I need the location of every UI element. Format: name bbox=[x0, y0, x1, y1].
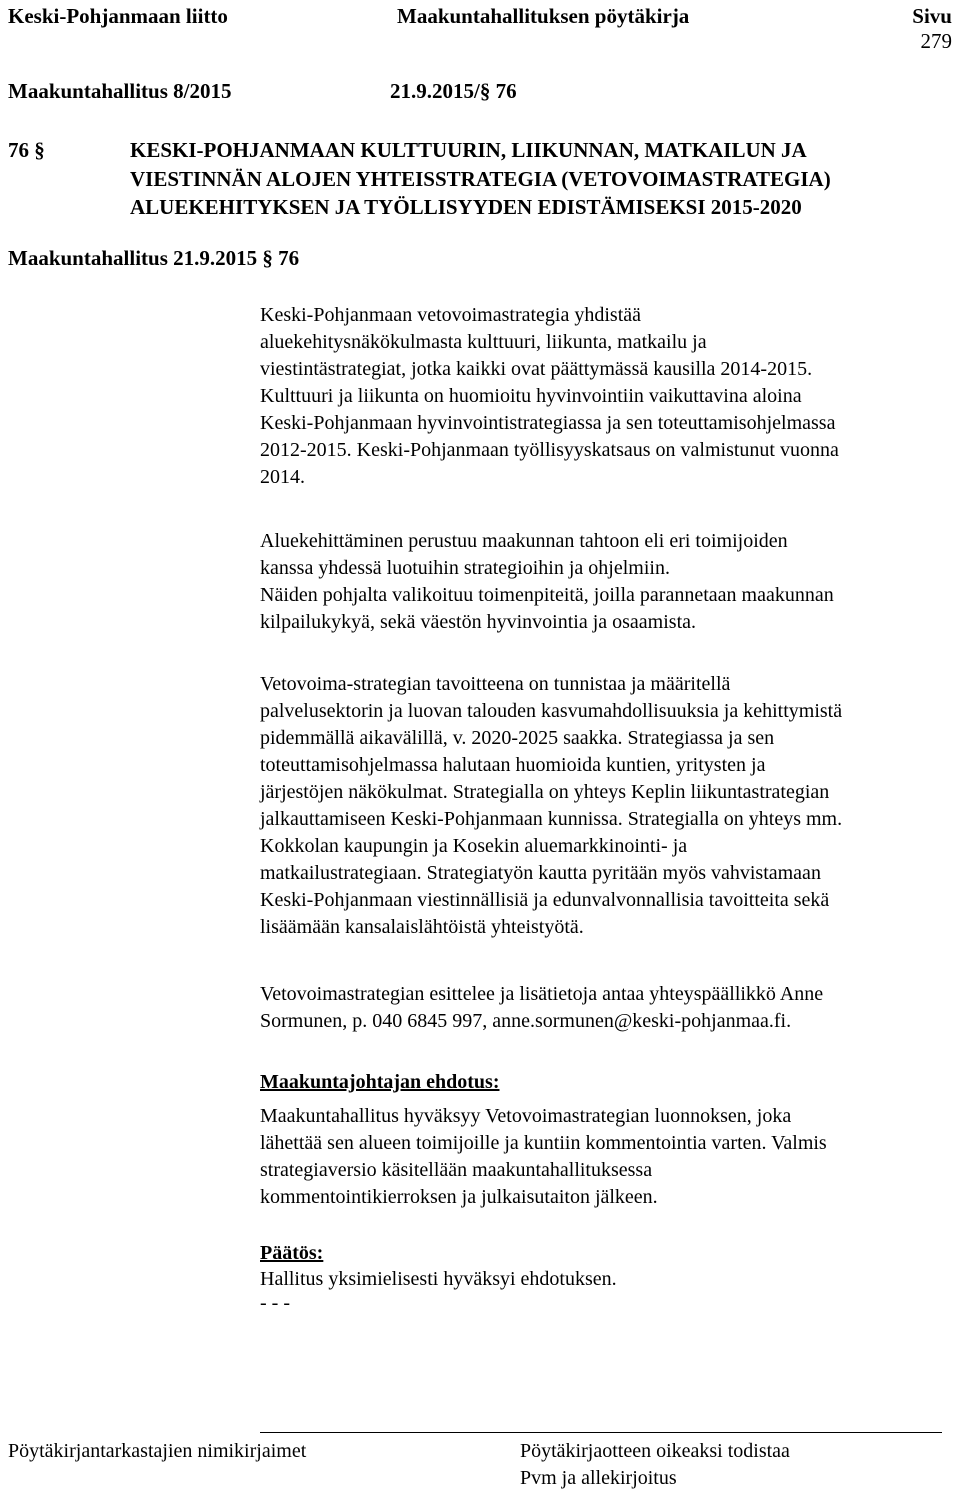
proposal-text bbox=[260, 1103, 827, 1211]
section-number: 76 § bbox=[8, 138, 45, 162]
proposal-label: Maakuntajohtajan ehdotus: bbox=[260, 1071, 500, 1093]
text-line: kommentointikierroksen ja julkaisutaiton jälkeen. bbox=[260, 1186, 658, 1208]
decision-text: Hallitus yksimielisesti hyväksyi ehdotuksen. bbox=[260, 1268, 617, 1290]
paragraph-1 bbox=[260, 302, 839, 491]
decision-label: Päätös: bbox=[260, 1242, 324, 1264]
section-title-line: KESKI-POHJANMAAN KULTTUURIN, LIIKUNNAN, MATKAILUN JA bbox=[130, 138, 807, 162]
text-line: toteuttamisohjelmassa halutaan huomioida kuntien, yritysten ja bbox=[260, 754, 766, 776]
footer-right-line: Pvm ja allekirjoitus bbox=[520, 1467, 677, 1489]
footer-right bbox=[520, 1438, 790, 1492]
text-line: Kokkolan kaupungin ja Kosekin aluemarkkinointi- ja bbox=[260, 835, 688, 857]
text-line: kilpailukykyä, sekä väestön hyvinvointia ja osaamista. bbox=[260, 611, 697, 633]
footer-right-line: Pöytäkirjaotteen oikeaksi todistaa bbox=[520, 1440, 790, 1462]
meeting-date-ref: 21.9.2015/§ 76 bbox=[390, 79, 517, 103]
header-page-label: Sivu bbox=[912, 4, 952, 28]
header-org: Keski-Pohjanmaan liitto bbox=[8, 4, 228, 28]
text-line: matkailustrategiaan. Strategiatyön kautta pyritään myös vahvistamaan bbox=[260, 862, 821, 884]
text-line: Vetovoima-strategian tavoitteena on tunnistaa ja määritellä bbox=[260, 673, 731, 695]
text-line: strategiaversio käsitellään maakuntahallituksessa bbox=[260, 1159, 653, 1181]
paragraph-3 bbox=[260, 671, 842, 941]
page-number: 279 bbox=[920, 29, 952, 53]
text-line: aluekehitysnäkökulmasta kulttuuri, liikunta, matkailu ja bbox=[260, 331, 707, 353]
text-line: Kulttuuri ja liikunta on huomioitu hyvinvointiin vaikuttavina aloina bbox=[260, 385, 802, 407]
header-doc-type: Maakuntahallituksen pöytäkirja bbox=[397, 4, 690, 28]
decision-end-mark: - - - bbox=[260, 1292, 290, 1314]
text-line: Aluekehittäminen perustuu maakunnan tahtoon eli eri toimijoiden bbox=[260, 530, 788, 552]
text-line: Näiden pohjalta valikoituu toimenpiteitä, joilla parannetaan maakunnan bbox=[260, 584, 834, 606]
text-line: Vetovoimastrategian esittelee ja lisätietoja antaa yhteyspäällikkö Anne bbox=[260, 983, 824, 1005]
text-line: jalkauttamiseen Keski-Pohjanmaan kunnissa. Strategialla on yhteys mm. bbox=[260, 808, 843, 830]
text-line: Keski-Pohjanmaan viestinnällisiä ja edunvalvonnallisia tavoitteita sekä bbox=[260, 889, 830, 911]
text-line: lisäämään kansalaislähtöistä yhteistyötä. bbox=[260, 916, 584, 938]
text-line: viestintästrategiat, jotka kaikki ovat päättymässä kausilla 2014-2015. bbox=[260, 358, 813, 380]
text-line: Maakuntahallitus hyväksyy Vetovoimastrategian luonnoksen, joka bbox=[260, 1105, 792, 1127]
text-line: Keski-Pohjanmaan vetovoimastrategia yhdistää bbox=[260, 304, 642, 326]
board-session: Maakuntahallitus 8/2015 bbox=[8, 79, 232, 103]
text-line: 2012-2015. Keski-Pohjanmaan työllisyyskatsaus on valmistunut vuonna bbox=[260, 439, 839, 461]
section-title-line: ALUEKEHITYKSEN JA TYÖLLISYYDEN EDISTÄMISEKSI 2015-2020 bbox=[130, 195, 802, 219]
footer-left: Pöytäkirjantarkastajien nimikirjaimet bbox=[8, 1440, 307, 1462]
text-line: 2014. bbox=[260, 466, 305, 488]
text-line: lähettää sen alueen toimijoille ja kuntiin kommentointia varten. Valmis bbox=[260, 1132, 827, 1154]
footer-divider bbox=[260, 1432, 942, 1433]
section-sub-reference: Maakuntahallitus 21.9.2015 § 76 bbox=[8, 246, 300, 270]
text-line: kanssa yhdessä luotuihin strategioihin ja ohjelmiin. bbox=[260, 557, 670, 579]
text-line: pidemmällä aikavälillä, v. 2020-2025 saakka. Strategiassa ja sen bbox=[260, 727, 775, 749]
text-line: Keski-Pohjanmaan hyvinvointistrategiassa ja sen toteuttamisohjelmassa bbox=[260, 412, 836, 434]
text-line: Sormunen, p. 040 6845 997, anne.sormunen@keski-pohjanmaa.fi. bbox=[260, 1010, 792, 1032]
paragraph-2 bbox=[260, 528, 834, 636]
section-title bbox=[130, 136, 831, 222]
text-line: järjestöjen näkökulmat. Strategialla on yhteys Keplin liikuntastrategian bbox=[260, 781, 830, 803]
text-line: palvelusektorin ja luovan talouden kasvumahdollisuuksia ja kehittymistä bbox=[260, 700, 843, 722]
paragraph-4 bbox=[260, 981, 823, 1035]
section-title-line: VIESTINNÄN ALOJEN YHTEISSTRATEGIA (VETOVOIMASTRATEGIA) bbox=[130, 166, 831, 191]
